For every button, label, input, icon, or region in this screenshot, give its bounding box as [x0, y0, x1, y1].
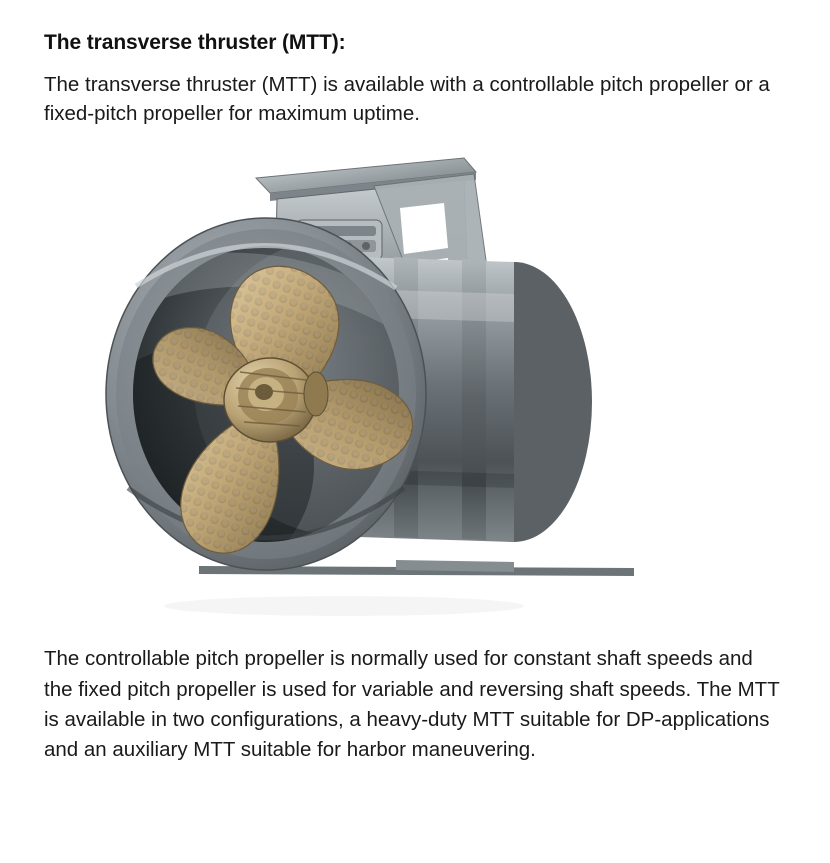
thruster-image	[44, 136, 786, 636]
page-title: The transverse thruster (MTT):	[44, 31, 346, 54]
thruster-figure	[44, 136, 786, 636]
intro-paragraph: The transverse thruster (MTT) is available with a controllable pitch propeller or a fixed-pitch propeller for maximum uptime.	[44, 73, 770, 126]
outro-paragraph: The controllable pitch propeller is normally used for constant shaft speeds and the fixed pitch propeller is used for variable and reversing shaft speeds. The MTT is available in two configurations, a heavy-duty MTT suitable for DP-applications and an auxiliary MTT suitable for harbor maneuvering.	[44, 647, 780, 761]
